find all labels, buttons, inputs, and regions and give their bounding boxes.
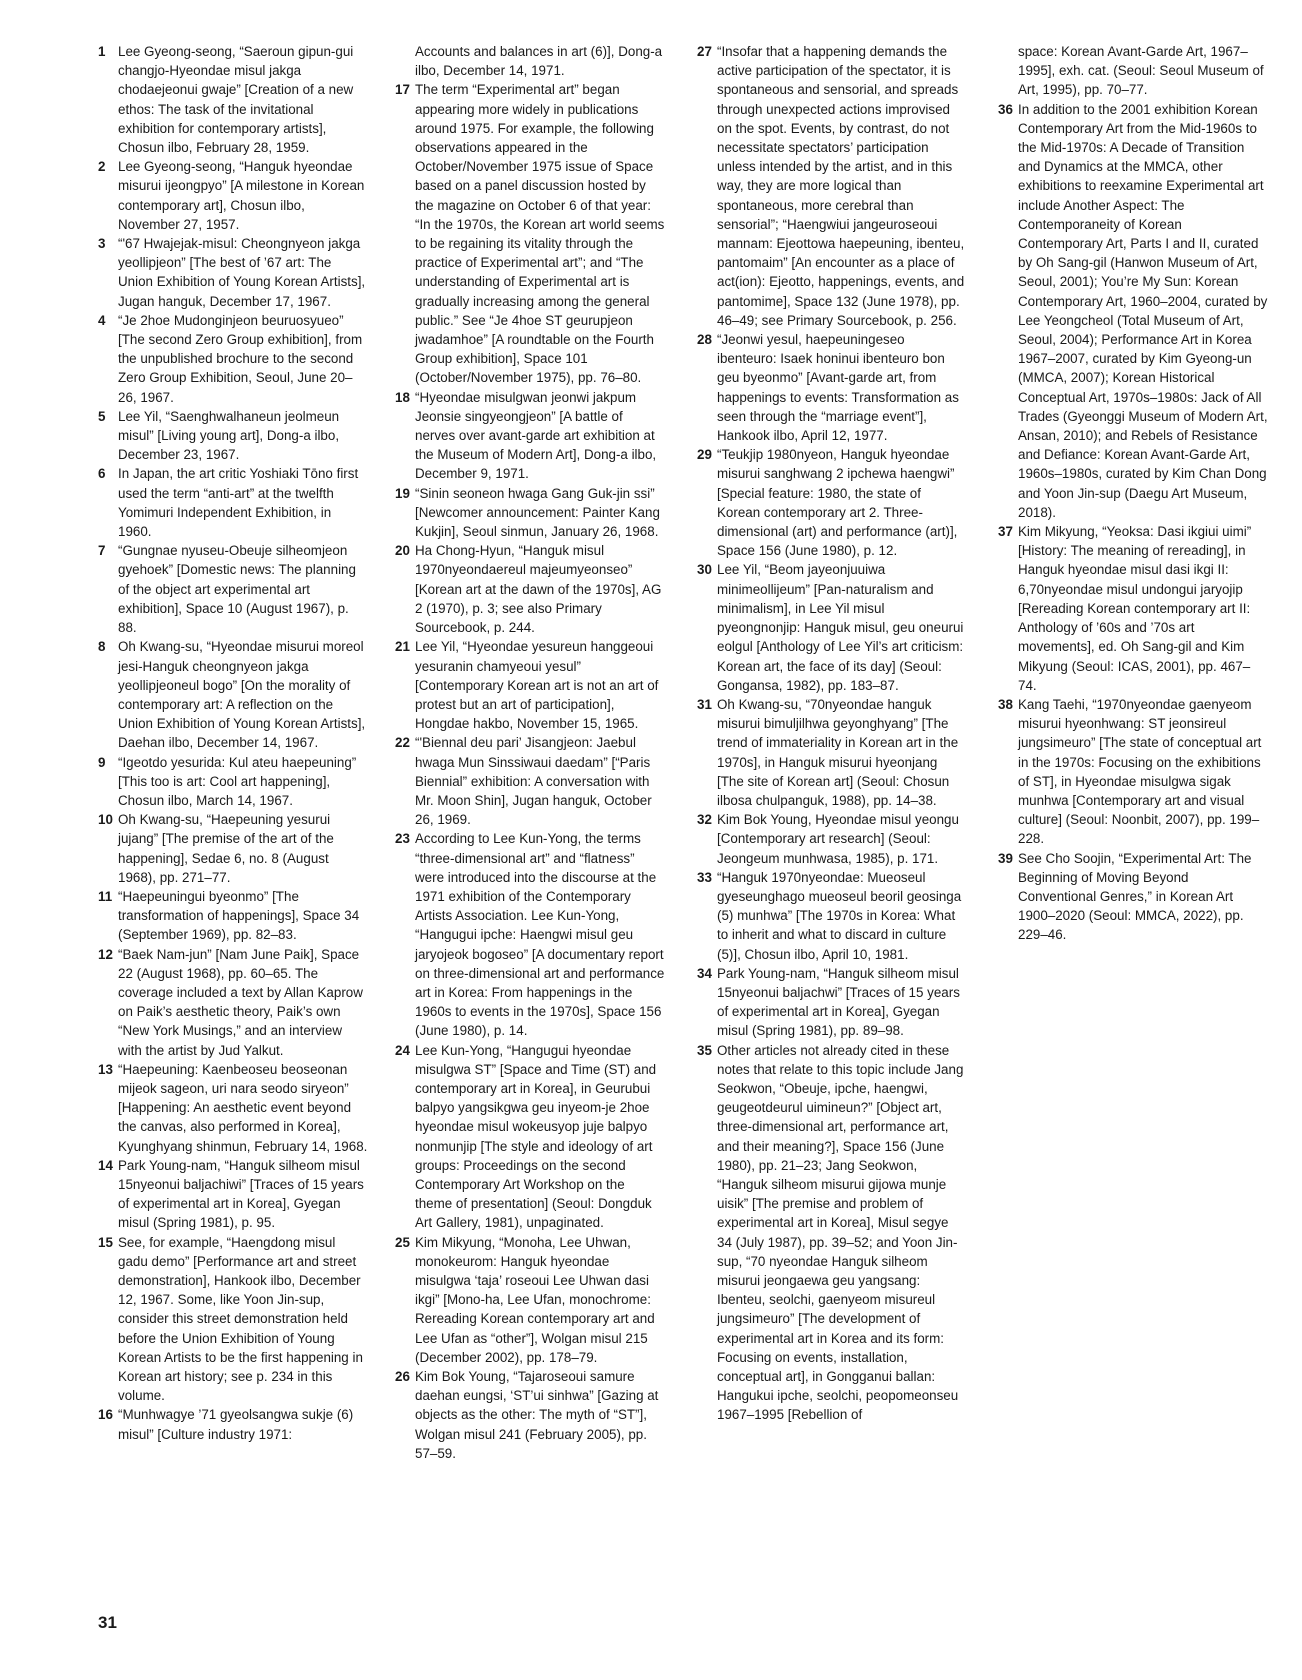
- endnote-number: 22: [395, 735, 410, 751]
- endnote-number: 36: [998, 101, 1013, 117]
- endnote-number: 28: [697, 332, 712, 348]
- endnote-item: [697, 1041, 967, 1425]
- endnote-item: [395, 829, 665, 1040]
- endnote-text: “Igeotdo yesurida: Kul ateu haepeuning” [This too is art: Cool art happening], Chosun ilbo, March 14, 1967.: [118, 754, 357, 808]
- endnote-text: space: Korean Avant-Garde Art, 1967–1995], exh. cat. (Seoul: Seoul Museum of Art, 1995), pp. 70–77.: [1018, 44, 1264, 98]
- endnote-item: [998, 522, 1268, 695]
- endnote-text: Kim Bok Young, “Tajaroseoui samure daehan eungsi, ‘ST’ui sinhwa” [Gazing at objects as the other: The myth of “ST”], Wolgan misul 241 (February 2005), pp. 57–59.: [415, 1369, 659, 1461]
- endnote-text: Lee Gyeong-seong, “Hanguk hyeondae misurui ijeongpyo” [A milestone in Korean contemporary art], Chosun ilbo, November 27, 1957.: [118, 159, 365, 232]
- endnote-item: [998, 695, 1268, 849]
- endnote-item: [697, 868, 967, 964]
- endnote-item: [98, 1405, 368, 1443]
- page-number: 31: [98, 1613, 117, 1632]
- endnote-number: 3: [98, 236, 106, 252]
- endnote-text: Lee Yil, “Saenghwalhaneun jeolmeun misul” [Living young art], Dong-a ilbo, December 23, 1967.: [118, 408, 340, 463]
- endnote-number: 17: [395, 82, 410, 98]
- endnote-text: Lee Kun-Yong, “Hangugui hyeondae misulgwa ST” [Space and Time (ST) and contemporary art in Korea], in Geurubui balpyo yangsikgwa geu inyeom-je 2hoe hyeondae misul wokeusyop juje balpyo nonmunjip [The style and ideology of art groups: Proceedings on the second Contemporary Art Workshop on the theme of presentation] (Seoul: Dongduk Art Gallery, 1981), unpaginated.: [415, 1042, 657, 1231]
- endnote-item: [697, 695, 967, 810]
- endnote-text: Park Young-nam, “Hanguk silheom misul 15nyeonui baljachwi” [Traces of 15 years of experimental art in Korea], Gyegan misul (Spring 1981), pp. 89–98.: [717, 965, 960, 1039]
- endnote-text: “Je 2hoe Mudonginjeon beuruosyueo” [The second Zero Group exhibition], from the unpublished brochure to the second Zero Group Exhibition, Seoul, June 20–26, 1967.: [118, 312, 363, 405]
- endnote-number: 27: [697, 44, 712, 59]
- endnote-number: 37: [998, 524, 1013, 540]
- endnote-text: “Haepeuning: Kaenbeoseu beoseonan mijeok sageon, uri nara seodo siryeon” [Happening: An aesthetic event beyond the canvas, also performed in Korea], Kyunghyang shinmun, February 14, 1968.: [118, 1061, 368, 1154]
- endnote-number: 25: [395, 1234, 410, 1250]
- endnote-text: “Sinin seoneon hwaga Gang Guk-jin ssi” [Newcomer announcement: Painter Kang Kukjin], Seoul sinmun, January 26, 1968.: [415, 485, 660, 540]
- endnote-item: [98, 810, 368, 887]
- endnote-text: “Teukjip 1980nyeon, Hanguk hyeondae misurui sanghwang 2 ipchewa haengwi” [Special feature: 1980, the state of Korean contemporary art 2. Three-dimensional (art) and performance (art)], Space 156 (June 1980), p. 12.: [717, 447, 958, 559]
- endnote-number: 33: [697, 869, 712, 885]
- endnote-number: 1: [98, 44, 106, 59]
- endnote-item: [395, 484, 665, 542]
- endnote-number: 31: [697, 696, 712, 712]
- endnote-number: 5: [98, 408, 106, 424]
- endnote-item: [395, 80, 665, 387]
- endnote-text: “Haepeuningui byeonmo” [The transformation of happenings], Space 34 (September 1969), pp. 82–83.: [118, 888, 360, 943]
- endnote-number: 20: [395, 543, 410, 559]
- endnote-text: Other articles not already cited in these notes that relate to this topic include Jang Seokwon, “Obeuje, ipche, haengwi, geugeotdeurul uimineun?” [Object art, three-dimensional art, performance art, and their meaning?], Space 156 (June 1980), pp. 21–23; Jang Seokwon, “Hanguk silheom misurui gijowa munje uisik” [The premise and problem of experimental art in Korea], Misul segye 34 (July 1987), pp. 39–52; and Yoon Jin-sup, “70 nyeondae Hanguk silheom misurui jeongaewa geu yangsang: Ibenteu, seolchi, gaenyeom misureul jungsimeuro” [The development of experimental art in Korea and its form: Focusing on events, installation, conceptual art], in Gongganui ballan: Hangukui ipche, seolchi, peopomeonseu 1967–1995 [Rebellion of: [717, 1042, 964, 1423]
- endnote-item: [98, 234, 368, 311]
- endnote-item: [697, 445, 967, 560]
- endnote-text: Kim Mikyung, “Monoha, Lee Uhwan, monokeurom: Hanguk hyeondae misulgwa ‘taja’ roseoui Lee Uhwan dasi ikgi” [Mono-ha, Lee Ufan, monochrome: Rereading Korean contemporary art and Lee Ufan as “other”], Wolgan misul 215 (December 2002), pp. 178–79.: [415, 1234, 655, 1365]
- endnote-text: Kim Mikyung, “Yeoksa: Dasi ikgiui uimi” [History: The meaning of rereading], in Hanguk hyeondae misul dasi ikgi II: 6,70nyeondae misul undongui jaryojip [Rereading Korean contemporary art II: Anthology of ’60s and ’70s art movements], ed. Oh Sang-gil and Kim Mikyung (Seoul: ICAS, 2001), pp. 467–74.: [1018, 524, 1252, 693]
- endnote-text: “Gungnae nyuseu-Obeuje silheomjeon gyehoek” [Domestic news: The planning of the object art experimental art exhibition], Space 10 (August 1967), p. 88.: [118, 543, 356, 636]
- endnote-continuation: [395, 42, 665, 80]
- endnote-number: 35: [697, 1042, 712, 1058]
- endnote-text: Oh Kwang-su, “70nyeondae hanguk misurui bimuljilhwa geyonghyang” [The trend of immateriality in Korean art in the 1970s], in Hanguk misurui hyeonjang [The site of Korean art] (Seoul: Chosun ilbosa chulpanguk, 1988), pp. 14–38.: [717, 696, 959, 808]
- endnote-number: 4: [98, 312, 106, 328]
- endnote-item: [98, 407, 368, 465]
- endnote-text: See Cho Soojin, “Experimental Art: The Beginning of Moving Beyond Conventional Genres,” in Korean Art 1900–2020 (Seoul: MMCA, 2022), pp. 229–46.: [1018, 850, 1252, 943]
- notes-column-3: [697, 42, 967, 1425]
- endnote-item: [697, 560, 967, 694]
- endnote-item: [697, 42, 967, 330]
- endnote-number: 23: [395, 831, 410, 847]
- endnote-number: 18: [395, 389, 410, 405]
- endnote-number: 10: [98, 812, 113, 828]
- endnote-text: Kim Bok Young, Hyeondae misul yeongu [Contemporary art research] (Seoul: Jeongeum munhwasa, 1985), p. 171.: [717, 812, 959, 866]
- endnote-text: See, for example, “Haengdong misul gadu demo” [Performance art and street demonstration], Hankook ilbo, December 12, 1967. Some, like Yoon Jin-sup, consider this street demonstration held before the Union Exhibition of Young Korean Artists to be the first happening in Korean art history; see p. 234 in this volume.: [118, 1234, 363, 1404]
- endnote-item: [98, 464, 368, 541]
- endnote-number: 8: [98, 639, 106, 655]
- endnote-item: [98, 887, 368, 945]
- endnote-text: The term “Experimental art” began appearing more widely in publications around 1975. For example, the following observations appeared in the October/November 1975 issue of Space based on a panel discussion hosted by the magazine on October 6 of that year: “In the 1970s, the Korean art world seems to be regaining its vitality through the practice of Experimental art”; and “The understanding of Experimental art is gradually increasing among the general public.” See “Je 4hoe ST geurupjeon jwadamhoe” [A roundtable on the Fourth Group exhibition], Space 101 (October/November 1975), pp. 76–80.: [415, 82, 665, 386]
- endnote-item: [98, 541, 368, 637]
- endnote-item: [98, 753, 368, 811]
- endnote-number: 30: [697, 562, 712, 578]
- endnote-item: [98, 1156, 368, 1233]
- endnote-text: Lee Yil, “Beom jayeonjuuiwa minimeollijeum” [Pan-naturalism and minimalism], in Lee Yil misul pyeongnonjip: Hanguk misul, geu oneurui eolgul [Anthology of Lee Yil’s art criticism: Korean art, the face of its day] (Seoul: Gongansa, 1982), pp. 183–87.: [717, 562, 964, 693]
- endnote-number: 13: [98, 1061, 113, 1077]
- endnote-number: 15: [98, 1234, 113, 1250]
- endnote-text: In Japan, the art critic Yoshiaki Tōno first used the term “anti-art” at the twelfth Yomimuri Independent Exhibition, in 1960.: [118, 466, 359, 540]
- endnote-text: Oh Kwang-su, “Hyeondae misurui moreol jesi-Hanguk cheongnyeon jakga yeollipjeoneul bogo” [On the morality of contemporary art: A reflection on the Union Exhibition of Young Korean Artists], Daehan ilbo, December 14, 1967.: [118, 639, 366, 751]
- endnote-item: [998, 100, 1268, 522]
- endnote-item: [98, 42, 368, 157]
- endnote-text: Ha Chong-Hyun, “Hanguk misul 1970nyeondaereul majeumyeonseo” [Korean art at the dawn of the 1970s], AG 2 (1970), p. 3; see also Primary Sourcebook, p. 244.: [415, 543, 662, 636]
- endnote-text: Lee Gyeong-seong, “Saeroun gipun-gui changjo-Hyeondae misul jakga chodaejeonui gwaje” [Creation of a new ethos: The task of the invitational exhibition for contemporary artists], Chosun ilbo, February 28, 1959.: [118, 44, 354, 156]
- endnote-text: In addition to the 2001 exhibition Korean Contemporary Art from the Mid-1960s to the Mid-1970s: A Decade of Transition and Dynamics at the MMCA, other exhibitions to reexamine Experimental art include Another Aspect: The Contemporaneity of Korean Contemporary Art, Parts I and II, curated by Oh Sang-gil (Hanwon Museum of Art, Seoul, 2001); You’re My Sun: Korean Contemporary Art, 1960–2004, curated by Lee Yeongcheol (Total Museum of Art, Seoul, 2004); Performance Art in Korea 1967–2007, curated by Kim Gyeong-un (MMCA, 2007); Korean Historical Conceptual Art, 1970s–1980s: Jack of All Trades (Gyeonggi Museum of Modern Art, Ansan, 2010); and Rebels of Resistance and Defiance: Korean Avant-Garde Art, 1960s–1980s, curated by Kim Chan Dong and Yoon Jin-sup (Daegu Art Museum, 2018).: [1018, 101, 1268, 520]
- endnote-item: [98, 157, 368, 234]
- endnote-number: 24: [395, 1042, 410, 1058]
- endnote-continuation: [998, 42, 1268, 100]
- endnote-text: “Jeonwi yesul, haepeuningeseo ibenteuro: Isaek honinui ibenteuro bon geu byeonmo” [Avant-garde art, from happenings to events: Transformation as seen through the “marriage event”], Hankook ilbo, April 12, 1977.: [717, 332, 959, 444]
- endnote-number: 38: [998, 696, 1013, 712]
- endnote-number: 14: [98, 1157, 113, 1173]
- endnote-number: 7: [98, 543, 106, 559]
- endnote-item: [395, 637, 665, 733]
- endnote-text: “Hyeondae misulgwan jeonwi jakpum Jeonsie singyeongjeon” [A battle of nerves over avant-garde art exhibition at the Museum of Modern Art], Dong-a ilbo, December 9, 1971.: [415, 389, 657, 482]
- endnote-number: 19: [395, 485, 410, 501]
- endnote-number: 39: [998, 850, 1013, 866]
- endnote-text: Accounts and balances in art (6)], Dong-a ilbo, December 14, 1971.: [415, 44, 663, 79]
- endnote-text: “'Biennal deu pari’ Jisangjeon: Jaebul hwaga Mun Sinssiwaui daedam” [“Paris Biennial” exhibition: A conversation with Mr. Moon Shin], Jugan hanguk, October 26, 1969.: [415, 735, 652, 828]
- endnote-text: Park Young-nam, “Hanguk silheom misul 15nyeonui baljachiwi” [Traces of 15 years of experimental art in Korea], Gyegan misul (Spring 1981), p. 95.: [118, 1157, 364, 1231]
- endnote-text: “Baek Nam-jun” [Nam June Paik], Space 22 (August 1968), pp. 60–65. The coverage included a text by Allan Kaprow on Paik’s aesthetic theory, Paik’s own “New York Musings,” and an interview with the artist by Jud Yalkut.: [118, 946, 363, 1058]
- endnote-item: [395, 1367, 665, 1463]
- endnote-text: “Munhwagye ’71 gyeolsangwa sukje (6) misul” [Culture industry 1971:: [118, 1407, 354, 1442]
- endnote-item: [98, 637, 368, 752]
- endnote-number: 34: [697, 965, 712, 981]
- endnote-number: 2: [98, 159, 106, 175]
- endnote-item: [697, 964, 967, 1041]
- endnote-item: [98, 945, 368, 1060]
- endnote-item: [395, 1233, 665, 1367]
- notes-column-2: [395, 42, 665, 1463]
- notes-column-4: [998, 42, 1268, 945]
- endnote-item: [395, 541, 665, 637]
- endnote-text: Lee Yil, “Hyeondae yesureun hanggeoui yesuranin chamyeoui yesul” [Contemporary Korean art is not an art of protest but an art of participation], Hongdae hakbo, November 15, 1965.: [415, 639, 659, 732]
- endnote-number: 9: [98, 754, 106, 770]
- endnote-number: 29: [697, 447, 712, 463]
- endnote-number: 21: [395, 639, 410, 655]
- endnote-item: [697, 810, 967, 868]
- notes-column-1: [98, 42, 368, 1444]
- endnote-text: Kang Taehi, “1970nyeondae gaenyeom misurui hyeonhwang: ST jeonsireul jungsimeuro” [The state of conceptual art in the 1970s: Focusing on the exhibitions of ST], in Hyeondae misulgwa sigak munhwa [Contemporary art and visual culture] (Seoul: Noonbit, 2007), pp. 199–228.: [1018, 696, 1262, 847]
- endnote-text: “Insofar that a happening demands the active participation of the spectator, it is spontaneous and sensorial, and spreads through unexpected actions improvised on the spot. Events, by contrast, do not necessitate spectators’ participation unless intended by the artist, and in this way, they are more logical than spontaneous, more cerebral than sensorial”; “Haengwiui jangeuroseoui mannam: Ejeottowa haepeuning, ibenteu, pantomaim” [An encounter as a place of act(ion): Ejeotto, happenings, events, and pantomime], Space 132 (June 1978), pp. 46–49; see Primary Sourcebook, p. 256.: [717, 44, 965, 328]
- endnote-item: [98, 1060, 368, 1156]
- endnote-item: [98, 1233, 368, 1406]
- endnote-text: “'67 Hwajejak-misul: Cheongnyeon jakga yeollipjeon” [The best of ’67 art: The Union Exhibition of Young Korean Artists], Jugan hanguk, December 17, 1967.: [118, 236, 366, 309]
- endnote-item: [697, 330, 967, 445]
- endnote-item: [395, 1041, 665, 1233]
- endnote-item: [998, 849, 1268, 945]
- endnote-number: 12: [98, 946, 113, 962]
- endnote-number: 16: [98, 1407, 113, 1423]
- endnote-number: 11: [98, 888, 113, 904]
- endnote-text: Oh Kwang-su, “Haepeuning yesurui jujang” [The premise of the art of the happening], Sedae 6, no. 8 (August 1968), pp. 271–77.: [118, 812, 334, 885]
- endnote-text: “Hanguk 1970nyeondae: Mueoseul gyeseunghago mueoseul beoril geosinga (5) munhwa” [The 1970s in Korea: What to inherit and what to discard in culture (5)], Chosun ilbo, April 10, 1981.: [717, 869, 962, 962]
- endnote-item: [395, 388, 665, 484]
- endnote-number: 32: [697, 812, 712, 828]
- endnote-item: [98, 311, 368, 407]
- endnote-number: 6: [98, 466, 106, 482]
- endnote-number: 26: [395, 1369, 410, 1385]
- endnote-text: According to Lee Kun-Yong, the terms “three-dimensional art” and “flatness” were introduced into the discourse at the 1971 exhibition of the Contemporary Artists Association. Lee Kun-Yong, “Hangugui ipche: Haengwi misul geu jaryojeok bogoseo” [A documentary report on three-dimensional art and performance art in Korea: From happenings in the 1960s to events in the 1970s], Space 156 (June 1980), p. 14.: [415, 831, 665, 1039]
- endnote-item: [395, 733, 665, 829]
